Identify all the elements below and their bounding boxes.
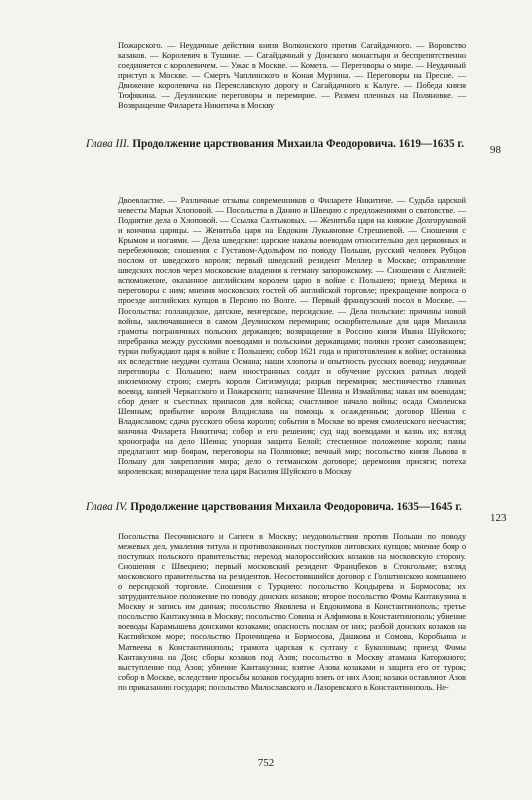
contents-summary-text: Двоевластие. — Различные отзывы современников о Филарете Никитиче. — Судьба царской невесты Марьи Хлоповой. — Посольства в Данию и Швецию с предложениями о сватовстве. — Поднятие дела о Хлоповой. — Ссылка Салтыковых. — Женитьба царя на княжне Долгоруковой и кончина царицы. — Женитьба царя на Евдокии Лукьяновне Стрешневой. — Сношения с Крымом и ногаями. — Дела шведские: царские наказы воеводам относительно дел церковных и перебежчиков; сношения с Густавом-Адольфом по поводу Польши, русский человек Рубцов послом от шведского короля; первый шведский резидент Меллер в Москве; отправление шведских послов через московские владения к гетману запорожскому. — Сношения с Англией: вспоможение, оказанное английским королем царю в войне с Польшею; приезд Мерика и переговоры с ним; мнения московских гостей об английской торговле; прекращение вопроса о проезде английских купцов в Персию по Волге. — Первый французский посол в Москве. — Посольства: голландское, датские, венгерское, персидские. — Дела польские: причины новой войны, заключавшиеся в самом Деулинском перемирии; оскорбительные для царя Михаила грамоты пограничных польских державцев; возвращение в Россию князя Ивана Шуйского; перебранка между русскими воеводами и польскими державцами; поляки грозят самозванцем; турки побуждают царя к войне с Польшею; собор 1621 года и приготовления к войне; остановка их вследствие неудачи султана Османа; наши хлопоты и опытность русских воевод; неудачные переговоры с Польшею; наем иностранных солдат и обучение русских ратных людей иноземному строю; смерть короля Сигизмунда; разрыв перемирия; местничество главных воевод, князей Черкасского и Пожарского; назначение Шеина и Измайлова; наказ им воеводам; сбор денег и съестных припасов для войска; счастливое начало войны; осада Смоленска Шеиным; прибытие короля Владислава на помощь к осажденным; договор Шеина с Владиславом; сдача русского обоза королю; события в Москве во время смоленского несчастия; кончина Филарета Никитича; собор и его решения; суд над воеводами и казнь их; взгляд хронографа на дело Шеина; упорная защита Белой; стесненное положение короля; паны предлагают мир боярам, переговоры на Поляновке; вечный мир; посольство князя Львова в Польшу для закрепления мира; дело о гетманском договоре; церемония присяги; потеха королевская; возвращение тела царя Василия Шуйского в Москву [118, 195, 466, 477]
contents-summary-chapter-2 [118, 40, 466, 110]
chapter-3-heading [86, 138, 486, 151]
chapter-3-title: Продолжение царствования Михаила Феодоровича. 1619—1635 г. [132, 138, 464, 150]
contents-summary-text: Пожарского. — Неудачные действия князя Волконского против Сагайдачного. — Воровство казаков. — Королевич в Тушине. — Сагайдачный у Донского монастыря и беспрепятственно соединяется с королевичем. — Ужас в Москве. — Комета. — Переговоры о мире. — Неудачный приступ к Москве. — Смерть Чаплинского и Коная Мурзина. — Переговоры на Пресне. — Движение королевича на Переяславскую дорогу и Сагайдачного к Калуге. — Победа князя Тюфякина. — Деулинские переговоры и перемирие. — Размен пленных на Поляновке. — Возвращение Филарета Никитича в Москву [118, 40, 466, 111]
chapter-3-label: Глава III. [86, 138, 130, 150]
page-reference-98: 98 [490, 144, 501, 156]
contents-summary-text: Посольства Песочинского и Сапеги в Москву; неудовольствия против Польши по поводу межевых дел, умаления титула и противозаконных поступков литовских купцов; мнение бояр о поступках польского правительства; переход малороссийских козаков на московскую сторону. Сношения с Швециею; первый московский резидент Францбеков в Стокгольме; взгляд московского правительства на резидентов. Несостоявшийся договор с Голштинскою компаниею о персидской торговле. Сношения с Турциею: посольство Кондырева и Бормосова; их затруднительное положение по поводу донских козаков; второе посольство Фомы Кантакузина в Москву и запись им данная; посольство Яковлева и Евдокимова в Константинополь; третье посольство Кантакузина в Москву; посольство Совина и Алфимова в Константинополь; убиение воеводы Карамышева донскими козаками; опасность послам от них; разбой донских козаков на Каспийском море; посольство Прончищева и Бормосова, Дашкова и Сомова, Коробьина и Матвеева в Константинополь; грамота царская к султану с Буколовым; приезд Фомы Кантакузина на Дон; сборы козаков под Азов; посольство в Москву атамана Каторжного; выступление под Азов; убиение Кантакузина; взятие Азова козаками и защита его от турок; собор в Москве, вследствие просьбы козаков государю взять от них Азов; козаки оставляют Азов по приказанию государя; посольство Милославского и Лазоревского в Константинополь. Не- [118, 531, 466, 692]
chapter-4-label: Глава IV. [86, 501, 128, 513]
chapter-4-heading [86, 501, 486, 514]
contents-summary-chapter-3 [118, 195, 466, 476]
chapter-4-title: Продолжение царствования Михаила Феодоровича. 1635—1645 г. [130, 501, 462, 513]
page-number: 752 [257, 757, 275, 769]
page-reference-123: 123 [490, 512, 507, 524]
contents-summary-chapter-4 [118, 531, 466, 692]
